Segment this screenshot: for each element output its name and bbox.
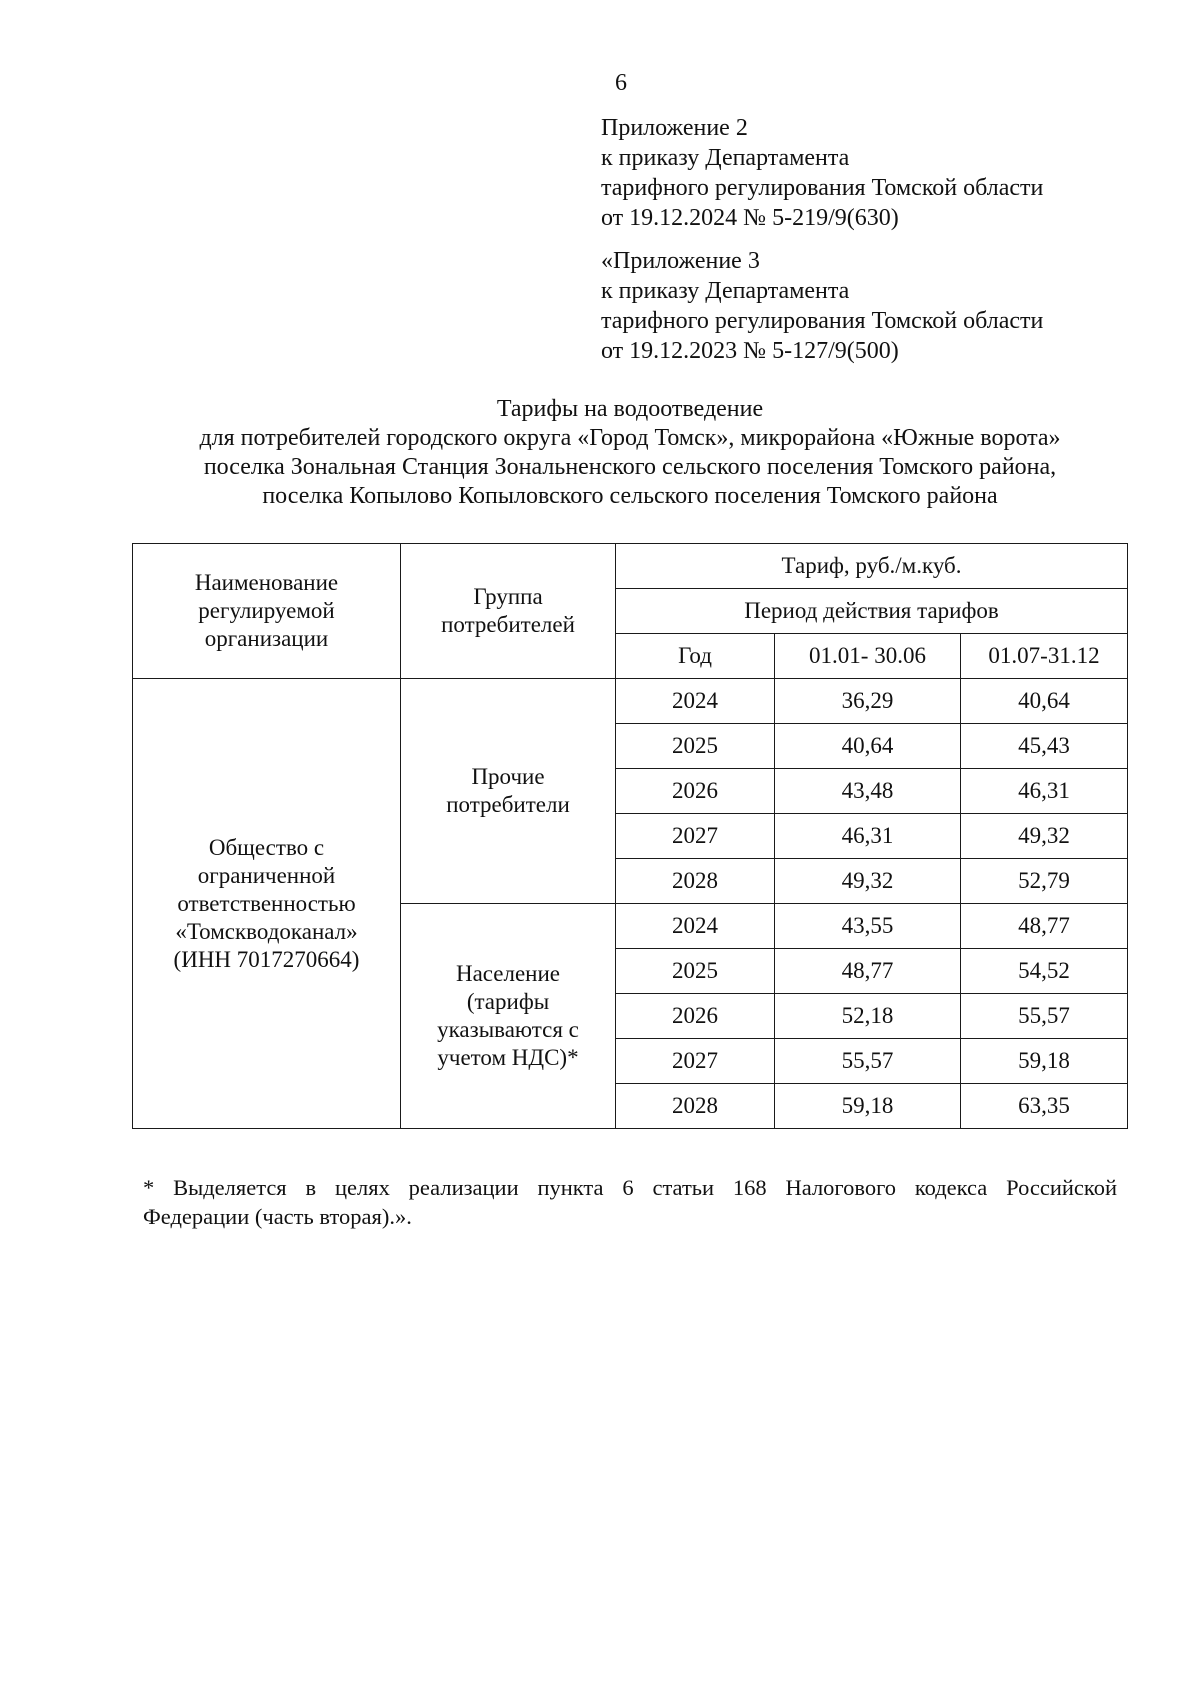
tariff-h1-cell: 48,77 — [775, 949, 961, 994]
header-year: Год — [616, 634, 775, 679]
year-cell: 2027 — [616, 814, 775, 859]
appendix-previous-line: «Приложение 3 — [601, 248, 760, 274]
tariff-h1-cell: 36,29 — [775, 679, 961, 724]
year-cell: 2027 — [616, 1039, 775, 1084]
title-line: Тарифы на водоотведение — [496, 396, 764, 422]
tariff-table — [132, 543, 1128, 1129]
organization-cell: Общество с ограниченной ответственностью «Томскводоканал» (ИНН 7017270664) — [133, 679, 401, 1129]
tariff-h1-cell: 55,57 — [775, 1039, 961, 1084]
header-consumer-group: Группа потребителей — [401, 544, 616, 679]
document-title — [100, 395, 1160, 511]
header-second-half: 01.07-31.12 — [961, 634, 1128, 679]
tariff-h1-cell: 52,18 — [775, 994, 961, 1039]
appendix-current-line: Приложение 2 — [601, 115, 748, 141]
year-cell: 2028 — [616, 1084, 775, 1129]
tariff-h2-cell: 59,18 — [961, 1039, 1128, 1084]
title-line: для потребителей городского округа «Город Томск», микрорайона «Южные ворота» — [199, 425, 1061, 451]
year-cell: 2024 — [616, 679, 775, 724]
title-line: поселка Зональная Станция Зональненского сельского поселения Томского района, — [203, 454, 1057, 480]
header-tariff: Тариф, руб./м.куб. — [616, 544, 1128, 589]
tariff-h1-cell: 49,32 — [775, 859, 961, 904]
year-cell: 2026 — [616, 769, 775, 814]
tariff-h1-cell: 43,55 — [775, 904, 961, 949]
appendix-current-line: к приказу Департамента — [601, 145, 850, 171]
year-cell: 2026 — [616, 994, 775, 1039]
table-row — [133, 679, 1128, 724]
appendix-current-line: от 19.12.2024 № 5-219/9(630) — [601, 205, 899, 231]
page-number: 6 — [615, 70, 627, 96]
footnote-line: Федерации (часть вторая).». — [143, 1204, 412, 1229]
appendix-previous-line: тарифного регулирования Томской области — [601, 308, 1044, 334]
footnote — [143, 1173, 1117, 1231]
year-cell: 2025 — [616, 949, 775, 994]
header-period: Период действия тарифов — [616, 589, 1128, 634]
header-organization: Наименование регулируемой организации — [133, 544, 401, 679]
tariff-h1-cell: 43,48 — [775, 769, 961, 814]
tariff-h2-cell: 52,79 — [961, 859, 1128, 904]
appendix-previous-line: от 19.12.2023 № 5-127/9(500) — [601, 338, 899, 364]
tariff-h1-cell: 59,18 — [775, 1084, 961, 1129]
tariff-h1-cell: 46,31 — [775, 814, 961, 859]
tariff-h2-cell: 49,32 — [961, 814, 1128, 859]
year-cell: 2024 — [616, 904, 775, 949]
tariff-h1-cell: 40,64 — [775, 724, 961, 769]
group-cell-other: Прочие потребители — [401, 679, 616, 904]
tariff-h2-cell: 55,57 — [961, 994, 1128, 1039]
appendix-previous-line: к приказу Департамента — [601, 278, 850, 304]
appendix-current — [601, 113, 1043, 233]
tariff-h2-cell: 40,64 — [961, 679, 1128, 724]
year-cell: 2028 — [616, 859, 775, 904]
tariff-h2-cell: 48,77 — [961, 904, 1128, 949]
title-line: поселка Копылово Копыловского сельского поселения Томского района — [262, 483, 998, 509]
appendix-previous — [601, 246, 1043, 366]
year-cell: 2025 — [616, 724, 775, 769]
tariff-h2-cell: 54,52 — [961, 949, 1128, 994]
group-cell-population: Население (тарифы указываются с учетом НДС)* — [401, 904, 616, 1129]
tariff-h2-cell: 46,31 — [961, 769, 1128, 814]
tariff-h2-cell: 45,43 — [961, 724, 1128, 769]
tariff-h2-cell: 63,35 — [961, 1084, 1128, 1129]
footnote-line: * Выделяется в целях реализации пункта 6 статьи 168 Налогового кодекса Российской — [143, 1175, 1117, 1200]
header-first-half: 01.01- 30.06 — [775, 634, 961, 679]
appendix-current-line: тарифного регулирования Томской области — [601, 175, 1044, 201]
